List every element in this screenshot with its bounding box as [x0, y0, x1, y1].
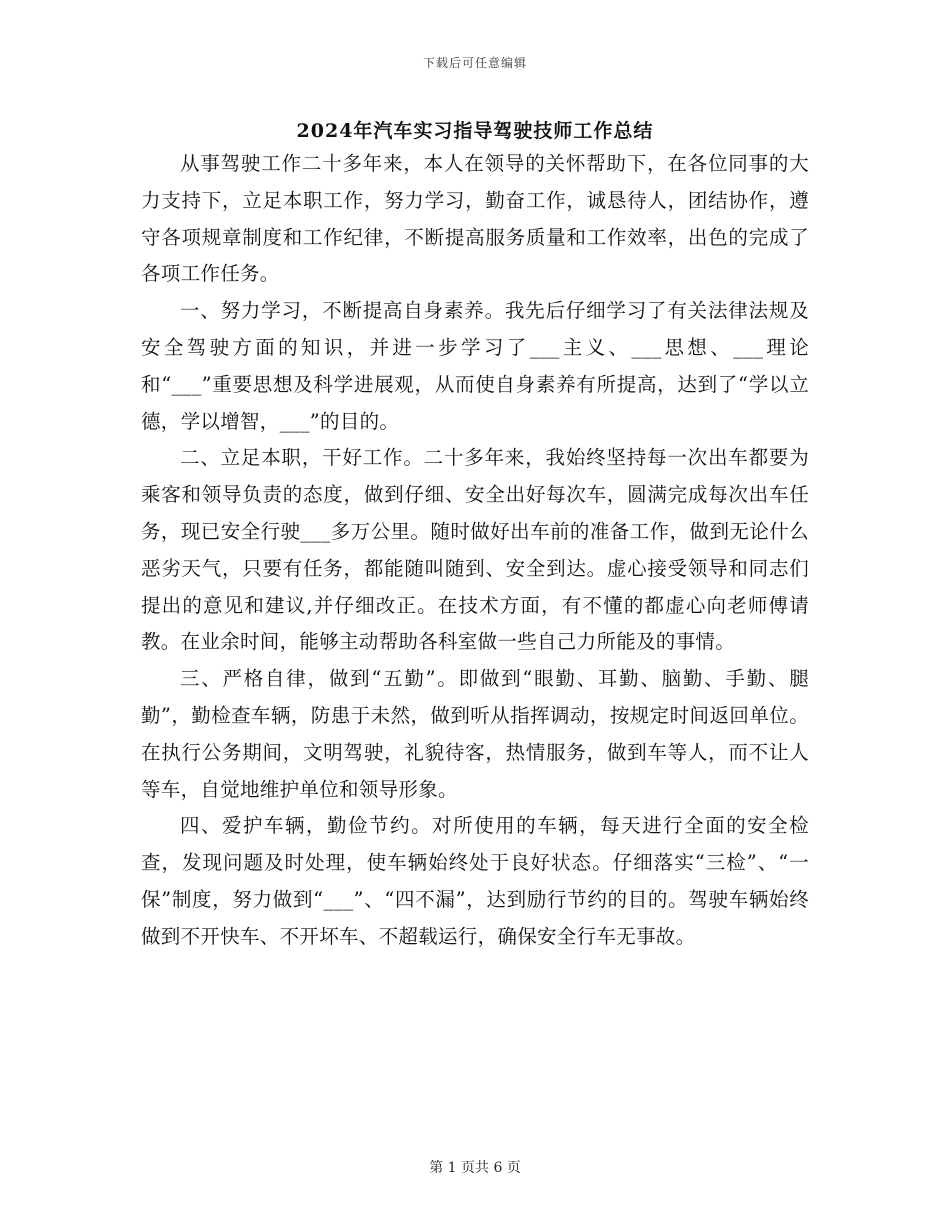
- paragraph-section-4: 四、爱护车辆，勤俭节约。对所使用的车辆，每天进行全面的安全检查，发现问题及时处理，使车辆始终处于良好状态。仔细落实“三检”、“一保”制度，努力做到“___”、“四不漏”，达到励行节约的目的。驾驶车辆始终做到不开快车、不开坏车、不超载运行，确保安全行车无事故。: [141, 814, 809, 948]
- document-title: 2024年汽车实习指导驾驶技师工作总结: [296, 120, 654, 142]
- paragraph-section-3: 三、严格自律，做到“五勤”。即做到“眼勤、耳勤、脑勤、手勤、腿勤”，勤检查车辆，防患于未然，做到听从指挥调动，按规定时间返回单位。在执行公务期间，文明驾驶，礼貌待客，热情服务，做到车等人，而不让人等车，自觉地维护单位和领导形象。: [141, 667, 809, 801]
- paragraph-section-2: 二、立足本职，干好工作。二十多年来，我始终坚持每一次出车都要为乘客和领导负责的态度，做到仔细、安全出好每次车，圆满完成每次出车任务，现已安全行驶___多万公里。随时做好出车前的准备工作，做到无论什么恶劣天气，只要有任务，都能随叫随到、安全到达。虚心接受领导和同志们提出的意见和建议,并仔细改正。在技术方面，有不懂的都虚心向老师傅请教。在业余时间，能够主动帮助各科室做一些自己力所能及的事情。: [141, 446, 809, 654]
- paragraph-section-1: 一、努力学习，不断提高自身素养。我先后仔细学习了有关法律法规及安全驾驶方面的知识，并进一步学习了___主义、___思想、___理论和“___”重要思想及科学进展观，从而使自身素养有所提高，达到了“学以立德，学以增智，___”的目的。: [141, 299, 809, 433]
- paragraph-intro: 从事驾驶工作二十多年来，本人在领导的关怀帮助下，在各位同事的大力支持下，立足本职工作，努力学习，勤奋工作，诚恳待人，团结协作，遵守各项规章制度和工作纪律，不断提高服务质量和工作效率，出色的完成了各项工作任务。: [141, 152, 809, 286]
- page-number: 第 1 页共 6 页: [429, 1160, 521, 1176]
- document-body: [141, 146, 809, 956]
- header-note: 下载后可任意编辑: [422, 56, 527, 70]
